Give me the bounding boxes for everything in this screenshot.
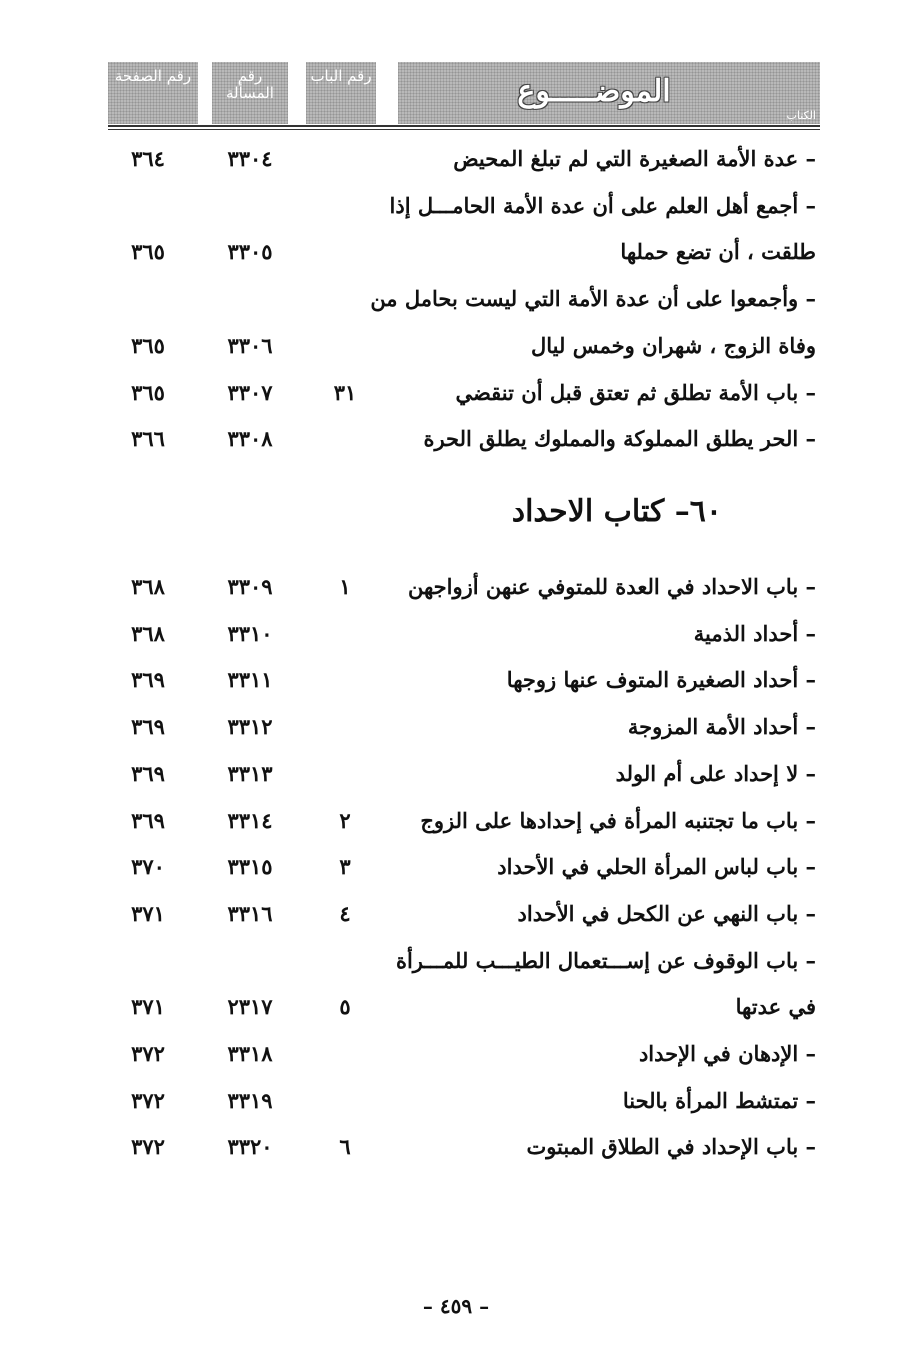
row-issue-number: ٣٣٠٨ <box>227 426 273 452</box>
row-topic: – أجمع أهل العلم على أن عدة الأمة الحامـــل إذا <box>389 192 816 218</box>
row-issue-number: ٣٣١٨ <box>227 1041 273 1066</box>
row-page-number: ٣٦٩ <box>131 667 165 693</box>
row-page-number: ٣٧٢ <box>131 1134 165 1160</box>
row-issue-number: ٣٣٠٧ <box>227 379 273 405</box>
table-row <box>0 333 912 373</box>
row-issue-number: ٢٣١٧ <box>227 994 273 1020</box>
row-issue-number: ٣٣٠٩ <box>227 574 273 599</box>
row-topic: في عدتها <box>735 994 816 1020</box>
row-page-number: ٣٦٦ <box>131 426 165 452</box>
row-topic: – باب الإحداد في الطلاق المبتوت <box>526 1134 816 1160</box>
row-page-number: ٣٦٩ <box>131 714 165 740</box>
row-issue-number: ٣٣١٢ <box>227 714 273 740</box>
header-issue-label: رقم المسألة <box>226 67 274 102</box>
page-number: – ٤٥٩ – <box>422 1294 490 1318</box>
table-row <box>0 667 912 707</box>
table-row <box>0 761 912 801</box>
row-page-number: ٣٦٩ <box>131 807 165 833</box>
table-row <box>0 239 912 279</box>
header-rule <box>108 125 820 127</box>
row-topic: – باب ما تجتنبه المرأة في إحدادها على الزوج <box>420 807 816 833</box>
table-row <box>0 994 912 1034</box>
table-row <box>0 1134 912 1174</box>
table-row <box>0 426 912 466</box>
row-topic: – عدة الأمة الصغيرة التي لم تبلغ المحيض <box>453 146 816 171</box>
row-chapter-number: ١ <box>339 574 351 599</box>
row-issue-number: ٣٣١٩ <box>227 1087 273 1113</box>
table-row <box>0 1088 912 1128</box>
row-topic: طلقت ، أن تضع حملها <box>620 239 816 265</box>
row-topic: – الإدهان في الإحداد <box>638 1041 816 1066</box>
row-issue-number: ٣٣٠٤ <box>227 146 273 171</box>
row-topic: – أحداد الصغيرة المتوف عنها زوجها <box>506 667 816 693</box>
table-row <box>0 286 912 326</box>
table-row <box>0 948 912 988</box>
header-page-label: رقم الصفحة <box>114 67 192 85</box>
row-issue-number: ٣٣١٠ <box>227 620 273 646</box>
table-row <box>0 808 912 848</box>
row-page-number: ٣٧٢ <box>131 1041 165 1066</box>
row-issue-number: ٣٣١٦ <box>227 900 273 926</box>
header-rule-thin <box>108 129 820 130</box>
row-topic: – باب الاحداد في العدة للمتوفي عنهن أزواجهن <box>408 574 816 599</box>
row-topic: – أحداد الذمية <box>693 620 816 646</box>
header-topic-sub: الكتاب <box>786 109 816 122</box>
row-chapter-number: ٣١ <box>333 379 357 405</box>
row-chapter-number: ٢ <box>339 807 351 833</box>
row-page-number: ٣٦٨ <box>131 620 165 646</box>
table-row <box>0 854 912 894</box>
row-issue-number: ٣٣٠٦ <box>227 332 273 358</box>
row-topic: وفاة الزوج ، شهران وخمس ليال <box>531 332 816 358</box>
table-row <box>0 621 912 661</box>
row-chapter-number: ٣ <box>339 854 351 880</box>
row-topic: – تمتشط المرأة بالحنا <box>622 1087 816 1113</box>
header-page-number <box>108 62 198 124</box>
row-issue-number: ٣٣١٤ <box>227 807 273 833</box>
row-page-number: ٣٦٨ <box>131 574 165 599</box>
row-page-number: ٣٧١ <box>131 994 165 1020</box>
row-topic: – باب الأمة تطلق ثم تعتق قبل أن تنقضي <box>455 379 816 405</box>
row-chapter-number: ٤ <box>339 900 351 926</box>
header-topic-label: الموضـــــوع <box>517 74 671 109</box>
row-issue-number: ٣٣٠٥ <box>227 239 273 265</box>
row-page-number: ٣٦٥ <box>131 379 165 405</box>
row-issue-number: ٣٣١٥ <box>227 854 273 880</box>
table-row <box>0 380 912 420</box>
row-issue-number: ٣٣١٣ <box>227 760 273 786</box>
row-page-number: ٣٦٤ <box>131 146 165 171</box>
row-page-number: ٣٦٩ <box>131 760 165 786</box>
row-topic: – لا إحداد على أم الولد <box>615 760 816 786</box>
table-row <box>0 714 912 754</box>
row-topic: – وأجمعوا على أن عدة الأمة التي ليست بحامل من <box>370 286 816 312</box>
row-page-number: ٣٧٢ <box>131 1087 165 1113</box>
row-chapter-number: ٦ <box>339 1134 351 1160</box>
table-row <box>0 1041 912 1081</box>
row-topic: – باب النهي عن الكحل في الأحداد <box>517 900 816 926</box>
row-page-number: ٣٦٥ <box>131 239 165 265</box>
table-row <box>0 146 912 186</box>
table-row <box>0 193 912 233</box>
header-topic <box>398 62 820 124</box>
table-row <box>0 901 912 941</box>
book-title: ٦٠– كتاب الاحداد <box>511 494 722 529</box>
row-topic: – باب لباس المرأة الحلي في الأحداد <box>497 854 816 880</box>
row-issue-number: ٣٣٢٠ <box>227 1134 273 1160</box>
header-chapter-label: رقم الباب <box>310 67 372 85</box>
row-topic: – الحر يطلق المملوكة والمملوك يطلق الحرة <box>423 426 816 452</box>
row-page-number: ٣٧٠ <box>131 854 165 880</box>
header-issue-number <box>212 62 288 124</box>
row-topic: – باب الوقوف عن إســـتعمال الطيـــب للمـــرأة <box>395 947 816 973</box>
row-topic: – أحداد الأمة المزوجة <box>627 714 816 740</box>
row-chapter-number: ٥ <box>339 994 351 1020</box>
table-row <box>0 574 912 614</box>
table-header <box>108 62 820 130</box>
row-page-number: ٣٧١ <box>131 900 165 926</box>
header-chapter-number <box>306 62 376 124</box>
row-issue-number: ٣٣١١ <box>227 667 273 693</box>
row-page-number: ٣٦٥ <box>131 332 165 358</box>
